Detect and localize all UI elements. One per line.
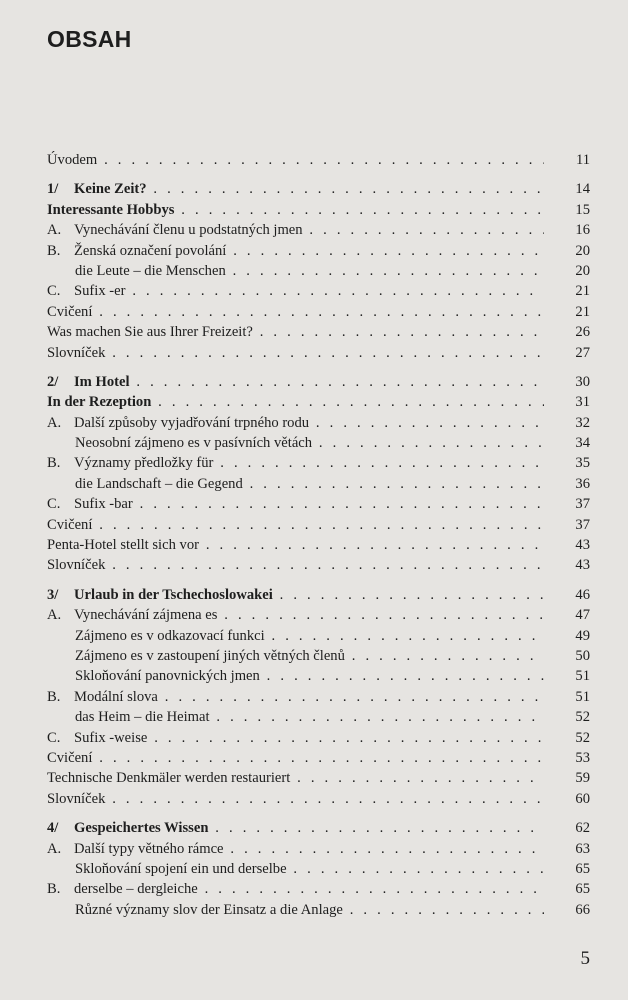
toc-entry-leader [47, 515, 544, 535]
toc-entry-label: Úvodem [47, 152, 98, 168]
toc-chapter-heading [47, 179, 590, 199]
toc-entry [47, 839, 590, 859]
toc-chapter-heading [47, 585, 590, 605]
toc-entry-page: 30 [575, 373, 590, 390]
toc-entry-label: Gespeichertes Wissen [74, 820, 209, 837]
toc-entry-page: 47 [575, 607, 590, 624]
toc-entry [47, 768, 590, 788]
toc-entry-label: Skloňování spojení ein und derselbe [75, 860, 287, 877]
toc-entry-leader [47, 789, 544, 809]
toc-entry [47, 474, 590, 494]
toc-entry-label: Modální slova [74, 688, 158, 705]
toc-entry-page: 43 [575, 557, 590, 574]
toc-entry-page: 36 [575, 475, 590, 492]
toc-entry [47, 220, 590, 240]
toc-entry-number: C. [47, 283, 61, 300]
toc-entry-page: 46 [575, 586, 590, 603]
toc-entry-leader [47, 748, 544, 768]
toc-entry-leader [47, 241, 544, 261]
toc-entry-leader [47, 768, 544, 788]
toc-entry-page: 37 [575, 516, 590, 533]
toc-entry-label: Vynechávání členu u podstatných jmen [74, 222, 303, 239]
toc-entry-label: Slovníček [47, 790, 106, 807]
toc-chapter-heading [47, 372, 590, 392]
toc-entry-leader [47, 474, 544, 494]
toc-entry-leader [47, 839, 544, 859]
toc-entry-page: 51 [575, 668, 590, 685]
toc-entry [47, 900, 590, 920]
toc-entry-page: 34 [575, 435, 590, 452]
toc-entry-label: In der Rezeption [47, 394, 152, 411]
toc-entry-number: 3/ [47, 586, 59, 603]
toc-entry-number: A. [47, 840, 62, 857]
toc-entry-page: 49 [575, 627, 590, 644]
toc-entry-label: die Landschaft – die Gegend [75, 475, 243, 492]
toc-entry-page: 14 [575, 181, 590, 198]
toc-entry-label: Neosobní zájmeno es v pasívních větách [75, 435, 313, 452]
toc-entry [47, 261, 590, 281]
toc-entry-leader [47, 605, 544, 625]
toc-entry-number: A. [47, 222, 62, 239]
toc-entry-leader [47, 372, 544, 392]
toc-entry-leader [47, 343, 544, 363]
toc-entry-label: Významy předložky für [74, 455, 214, 472]
toc-entry-label: Was machen Sie aus Ihrer Freizeit? [47, 324, 253, 341]
toc-entry-page: 60 [575, 790, 590, 807]
toc-entry-page: 27 [575, 344, 590, 361]
toc-entry-label: die Leute – die Menschen [75, 262, 226, 279]
toc-entry-label: Další typy větného rámce [74, 840, 224, 857]
toc-entry [47, 728, 590, 748]
toc-entry-leader [47, 535, 544, 555]
toc-entry [47, 666, 590, 686]
toc-entry-leader [47, 879, 544, 899]
toc-entry-label: Sufix -bar [74, 496, 133, 513]
toc-entry-page: 63 [575, 840, 590, 857]
toc-entry-page: 52 [575, 709, 590, 726]
toc-entry-page: 37 [575, 496, 590, 513]
toc-entry-number: A. [47, 607, 62, 624]
toc-entry-number: A. [47, 414, 62, 431]
toc-entry-label: Slovníček [47, 344, 106, 361]
toc-entry-leader [47, 626, 544, 646]
toc-entry [47, 392, 590, 412]
toc-entry-page: 50 [575, 647, 590, 664]
toc-entry-label: derselbe – dergleiche [74, 881, 198, 898]
toc-entry [47, 433, 590, 453]
toc-entry-leader [47, 585, 544, 605]
toc-entry-number: 4/ [47, 820, 59, 837]
toc-entry-page: 65 [575, 860, 590, 877]
toc-entry [47, 343, 590, 363]
toc-entry [47, 535, 590, 555]
toc-entry-label: Technische Denkmäler werden restauriert [47, 770, 291, 787]
page-title: OBSAH [47, 26, 132, 52]
toc-entry-label: Cvičení [47, 516, 93, 533]
toc-entry [47, 515, 590, 535]
toc-entry-label: Urlaub in der Tschechoslowakei [74, 586, 273, 603]
table-of-contents [47, 150, 590, 920]
toc-entry-page: 21 [575, 283, 590, 300]
toc-entry-page: 65 [575, 881, 590, 898]
toc-entry [47, 453, 590, 473]
toc-entry [47, 281, 590, 301]
toc-entry-label: Penta-Hotel stellt sich vor [47, 537, 199, 554]
toc-entry-number: 2/ [47, 373, 59, 390]
toc-entry-number: 1/ [47, 181, 59, 198]
toc-entry-page: 53 [575, 749, 590, 766]
toc-entry-label: Další způsoby vyjadřování trpného rodu [74, 414, 310, 431]
toc-entry-page: 66 [575, 901, 590, 918]
toc-entry [47, 859, 590, 879]
toc-entry [47, 302, 590, 322]
toc-entry-page: 59 [575, 770, 590, 787]
toc-entry-number: B. [47, 242, 61, 259]
toc-entry-label: Skloňování panovnických jmen [75, 668, 260, 685]
toc-entry-number: B. [47, 455, 61, 472]
toc-entry-label: Cvičení [47, 749, 93, 766]
toc-entry [47, 150, 590, 170]
toc-entry-page: 51 [575, 688, 590, 705]
toc-entry-label: das Heim – die Heimat [75, 709, 210, 726]
toc-entry [47, 748, 590, 768]
toc-entry-leader [47, 302, 544, 322]
toc-entry-page: 16 [575, 222, 590, 239]
toc-entry-leader [47, 453, 544, 473]
toc-entry [47, 605, 590, 625]
toc-entry-label: Interessante Hobbys [47, 201, 175, 218]
toc-entry-leader [47, 200, 544, 220]
toc-entry [47, 200, 590, 220]
toc-entry [47, 494, 590, 514]
toc-entry-leader [47, 555, 544, 575]
toc-entry [47, 626, 590, 646]
toc-entry-leader [47, 859, 544, 879]
toc-entry-number: C. [47, 729, 61, 746]
toc-entry-page: 26 [575, 324, 590, 341]
toc-entry-page: 52 [575, 729, 590, 746]
toc-entry [47, 789, 590, 809]
toc-entry-label: Ženská označení povolání [74, 242, 227, 259]
toc-entry-page: 32 [575, 414, 590, 431]
toc-entry [47, 707, 590, 727]
toc-entry-leader [47, 707, 544, 727]
toc-entry-page: 21 [575, 303, 590, 320]
toc-entry-number: B. [47, 881, 61, 898]
toc-entry-leader [47, 179, 544, 199]
toc-entry-page: 20 [575, 242, 590, 259]
toc-entry-leader [47, 646, 544, 666]
toc-entry-page: 11 [575, 152, 590, 168]
toc-entry-leader [47, 433, 544, 453]
toc-entry-leader [47, 900, 544, 920]
toc-entry [47, 646, 590, 666]
toc-entry-label: Cvičení [47, 303, 93, 320]
toc-entry-page: 15 [575, 201, 590, 218]
toc-entry [47, 413, 590, 433]
toc-entry-page: 35 [575, 455, 590, 472]
toc-entry-number: B. [47, 688, 61, 705]
toc-entry-label: Im Hotel [74, 373, 130, 390]
toc-entry-leader [47, 413, 544, 433]
toc-entry-leader [47, 494, 544, 514]
toc-entry [47, 879, 590, 899]
toc-entry-label: Vynechávání zájmena es [74, 607, 218, 624]
toc-entry-page: 43 [575, 537, 590, 554]
toc-entry-label: Zájmeno es v zastoupení jiných větných členů [75, 647, 345, 664]
toc-entry-leader [47, 392, 544, 412]
toc-entry-label: Keine Zeit? [74, 181, 147, 198]
toc-entry-page: 20 [575, 262, 590, 279]
toc-entry [47, 322, 590, 342]
toc-entry-leader [47, 261, 544, 281]
toc-entry [47, 687, 590, 707]
toc-entry-leader [47, 687, 544, 707]
toc-entry-leader [47, 220, 544, 240]
toc-entry-leader [47, 818, 544, 838]
toc-entry-label: Sufix -er [74, 283, 126, 300]
toc-entry-leader [47, 728, 544, 748]
page-number: 5 [580, 948, 590, 969]
toc-entry-label: Různé významy slov der Einsatz a die Anlage [75, 901, 343, 918]
toc-entry-leader [47, 666, 544, 686]
toc-entry-number: C. [47, 496, 61, 513]
toc-entry [47, 555, 590, 575]
toc-entry-label: Slovníček [47, 557, 106, 574]
toc-entry-leader [47, 281, 544, 301]
toc-chapter-heading [47, 818, 590, 838]
toc-entry-label: Sufix -weise [74, 729, 148, 746]
toc-entry [47, 241, 590, 261]
toc-entry-leader [47, 322, 544, 342]
toc-entry-label: Zájmeno es v odkazovací funkci [75, 627, 265, 644]
toc-entry-leader [47, 150, 544, 170]
toc-entry-page: 62 [575, 820, 590, 837]
toc-entry-page: 31 [575, 394, 590, 411]
